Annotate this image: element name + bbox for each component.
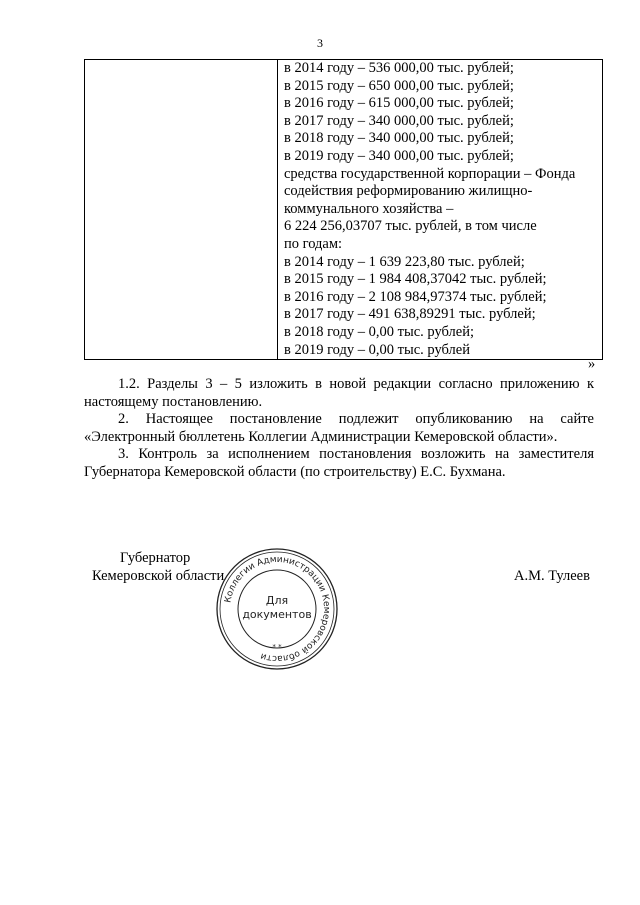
paragraph-line: 3. Контроль за исполнением постановления возложить на заместителя	[118, 446, 594, 462]
paragraph-line: Губернатора Кемеровской области (по строительству) Е.С. Бухмана.	[84, 463, 506, 480]
signatory-name: А.М. Тулеев	[514, 568, 590, 584]
table-line: в 2017 году – 491 638,89291 тыс. рублей;	[284, 306, 536, 323]
stamp-center-line1: Для	[265, 594, 289, 607]
table-line: в 2018 году – 340 000,00 тыс. рублей;	[284, 130, 514, 147]
table-line: в 2019 году – 340 000,00 тыс. рублей;	[284, 147, 514, 164]
signatory-position-line2: Кемеровской области	[92, 568, 225, 584]
stamp-ring-text: Коллегии Администрации Кемеровской области	[223, 554, 332, 664]
paragraph-3	[84, 446, 594, 481]
financing-table	[84, 59, 603, 360]
paragraph-line: 2. Настоящее постановление подлежит опубликованию на сайте	[118, 411, 594, 427]
table-right-cell	[278, 60, 603, 360]
table-line: в 2014 году – 1 639 223,80 тыс. рублей;	[284, 253, 525, 270]
table-line: по годам:	[284, 235, 343, 252]
paragraph-line: «Электронный бюллетень Коллегии Администрации Кемеровской области».	[84, 428, 558, 445]
table-line: в 2016 году – 2 108 984,97374 тыс. рублей;	[284, 288, 547, 305]
stamp-center-line2: документов	[242, 608, 312, 621]
paragraph-1-2	[84, 376, 594, 411]
table-line: средства государственной корпорации – Фонда	[284, 165, 576, 182]
closing-quote: »	[588, 356, 596, 372]
signatory-position-line1: Губернатор	[120, 550, 191, 566]
table-line: в 2017 году – 340 000,00 тыс. рублей;	[284, 112, 514, 129]
table-line: в 2018 году – 0,00 тыс. рублей;	[284, 323, 475, 340]
official-seal-stamp	[214, 546, 340, 672]
page-number: 3	[317, 36, 323, 50]
table-line: 6 224 256,03707 тыс. рублей, в том числе	[284, 218, 537, 235]
table-line: в 2016 году – 615 000,00 тыс. рублей;	[284, 95, 514, 112]
paragraph-line: 1.2. Разделы 3 – 5 изложить в новой редакции согласно приложению к	[118, 376, 594, 392]
table-line: в 2014 году – 536 000,00 тыс. рублей;	[284, 60, 514, 76]
stamp-star-marks: * *	[272, 643, 282, 651]
table-line: коммунального хозяйства –	[284, 200, 454, 217]
table-line: в 2015 году – 1 984 408,37042 тыс. рублей;	[284, 271, 547, 288]
table-left-cell	[85, 60, 278, 360]
table-line: в 2019 году – 0,00 тыс. рублей	[284, 341, 470, 358]
paragraph-2	[84, 411, 594, 446]
paragraph-line: настоящему постановлению.	[84, 393, 263, 410]
table-line: в 2015 году – 650 000,00 тыс. рублей;	[284, 77, 514, 94]
table-line: содействия реформированию жилищно-	[284, 183, 533, 200]
